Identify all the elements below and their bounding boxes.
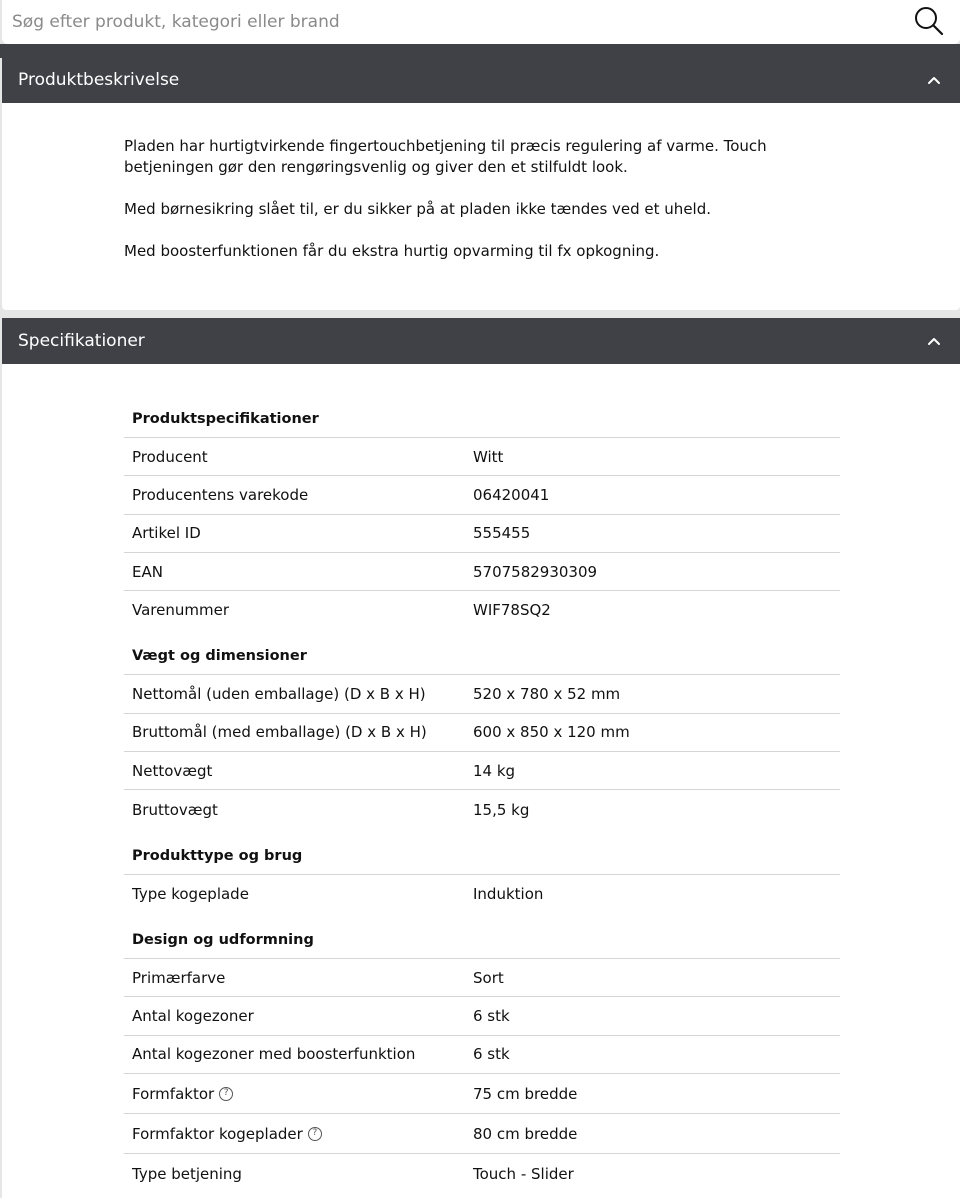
description-body bbox=[2, 103, 960, 262]
spec-label: EAN bbox=[132, 562, 163, 581]
spec-label: Type kogeplade bbox=[132, 884, 249, 903]
spec-value: 06420041 bbox=[473, 485, 550, 504]
description-header[interactable] bbox=[2, 57, 960, 103]
spec-value: Induktion bbox=[473, 884, 544, 903]
spec-row bbox=[124, 1036, 840, 1074]
spec-value: Touch - Slider bbox=[473, 1164, 574, 1183]
spec-section-heading: Vægt og dimensioner bbox=[124, 637, 840, 675]
spec-label: Antal kogezoner bbox=[132, 1006, 254, 1025]
spec-section-heading: Produkttype og brug bbox=[124, 837, 840, 875]
spec-label: Antal kogezoner med boosterfunktion bbox=[132, 1045, 416, 1064]
spec-label: Bruttovægt bbox=[132, 800, 218, 819]
description-paragraph: Med boosterfunktionen får du ekstra hurtig opvarming til fx opkogning. bbox=[124, 242, 660, 260]
spec-row bbox=[124, 1074, 840, 1114]
spec-value: 520 x 780 x 52 mm bbox=[473, 685, 621, 704]
header-strip bbox=[0, 44, 960, 58]
spec-section-heading: Produktspecifikationer bbox=[124, 400, 840, 438]
help-icon[interactable]: ? bbox=[308, 1127, 322, 1141]
search-icon[interactable] bbox=[912, 4, 946, 38]
spec-row bbox=[124, 553, 840, 591]
search-bar bbox=[2, 0, 960, 44]
spec-value: Sort bbox=[473, 968, 504, 987]
spec-row bbox=[124, 515, 840, 553]
spec-value: 6 stk bbox=[473, 1045, 510, 1064]
spec-row bbox=[124, 959, 840, 997]
spec-value: 6 stk bbox=[473, 1006, 510, 1025]
spec-label: Primærfarve bbox=[132, 968, 226, 987]
help-icon[interactable]: ? bbox=[219, 1087, 233, 1101]
spec-value: 80 cm bredde bbox=[473, 1124, 578, 1143]
search-input[interactable] bbox=[2, 0, 902, 44]
spec-label: Nettomål (uden emballage) (D x B x H) bbox=[132, 685, 426, 704]
specifications-panel bbox=[2, 318, 960, 1198]
spec-value: 555455 bbox=[473, 524, 531, 543]
spec-value: Witt bbox=[473, 447, 504, 466]
spec-label bbox=[124, 1125, 473, 1143]
spec-label: Varenummer bbox=[132, 601, 229, 620]
specifications-header[interactable] bbox=[2, 318, 960, 364]
spec-value: 75 cm bredde bbox=[473, 1084, 578, 1103]
spec-label: Producentens varekode bbox=[132, 485, 309, 504]
spec-label: Type betjening bbox=[132, 1164, 242, 1183]
spec-value: 14 kg bbox=[473, 761, 516, 780]
description-paragraph: Pladen har hurtigtvirkende fingertouchbetjening til præcis regulering af varme. Touch betjeningen gør den rengøringsvenlig og giver den et stilfuldt look. bbox=[124, 137, 767, 176]
spec-row bbox=[124, 591, 840, 629]
spec-label: Nettovægt bbox=[132, 761, 213, 780]
spec-section-heading: Design og udformning bbox=[124, 921, 840, 959]
spec-label: Producent bbox=[132, 447, 208, 466]
spec-label-text: Formfaktor bbox=[132, 1084, 215, 1103]
chevron-up-icon[interactable] bbox=[924, 331, 944, 351]
description-title: Produktbeskrivelse bbox=[18, 70, 180, 90]
spec-row bbox=[124, 1154, 840, 1192]
spec-row bbox=[124, 790, 840, 828]
spec-label bbox=[124, 1085, 473, 1103]
spec-label: Bruttomål (med emballage) (D x B x H) bbox=[132, 723, 427, 742]
spec-row bbox=[124, 476, 840, 514]
description-panel bbox=[2, 57, 960, 310]
description-paragraph: Med børnesikring slået til, er du sikker på at pladen ikke tændes ved et uheld. bbox=[124, 200, 711, 218]
chevron-up-icon[interactable] bbox=[924, 70, 944, 90]
spec-value: 5707582930309 bbox=[473, 562, 598, 581]
spec-row bbox=[124, 714, 840, 752]
spec-row bbox=[124, 1114, 840, 1154]
spec-row bbox=[124, 752, 840, 790]
spec-value: 600 x 850 x 120 mm bbox=[473, 723, 630, 742]
spec-table bbox=[124, 400, 840, 1193]
spec-value: WIF78SQ2 bbox=[473, 601, 551, 620]
spec-label: Artikel ID bbox=[132, 524, 201, 543]
spec-label-text: Formfaktor kogeplader bbox=[132, 1124, 303, 1143]
spec-row bbox=[124, 438, 840, 476]
spec-row bbox=[124, 875, 840, 913]
spec-value: 15,5 kg bbox=[473, 800, 530, 819]
specifications-title: Specifikationer bbox=[18, 331, 145, 351]
spec-row bbox=[124, 997, 840, 1035]
spec-row bbox=[124, 675, 840, 713]
